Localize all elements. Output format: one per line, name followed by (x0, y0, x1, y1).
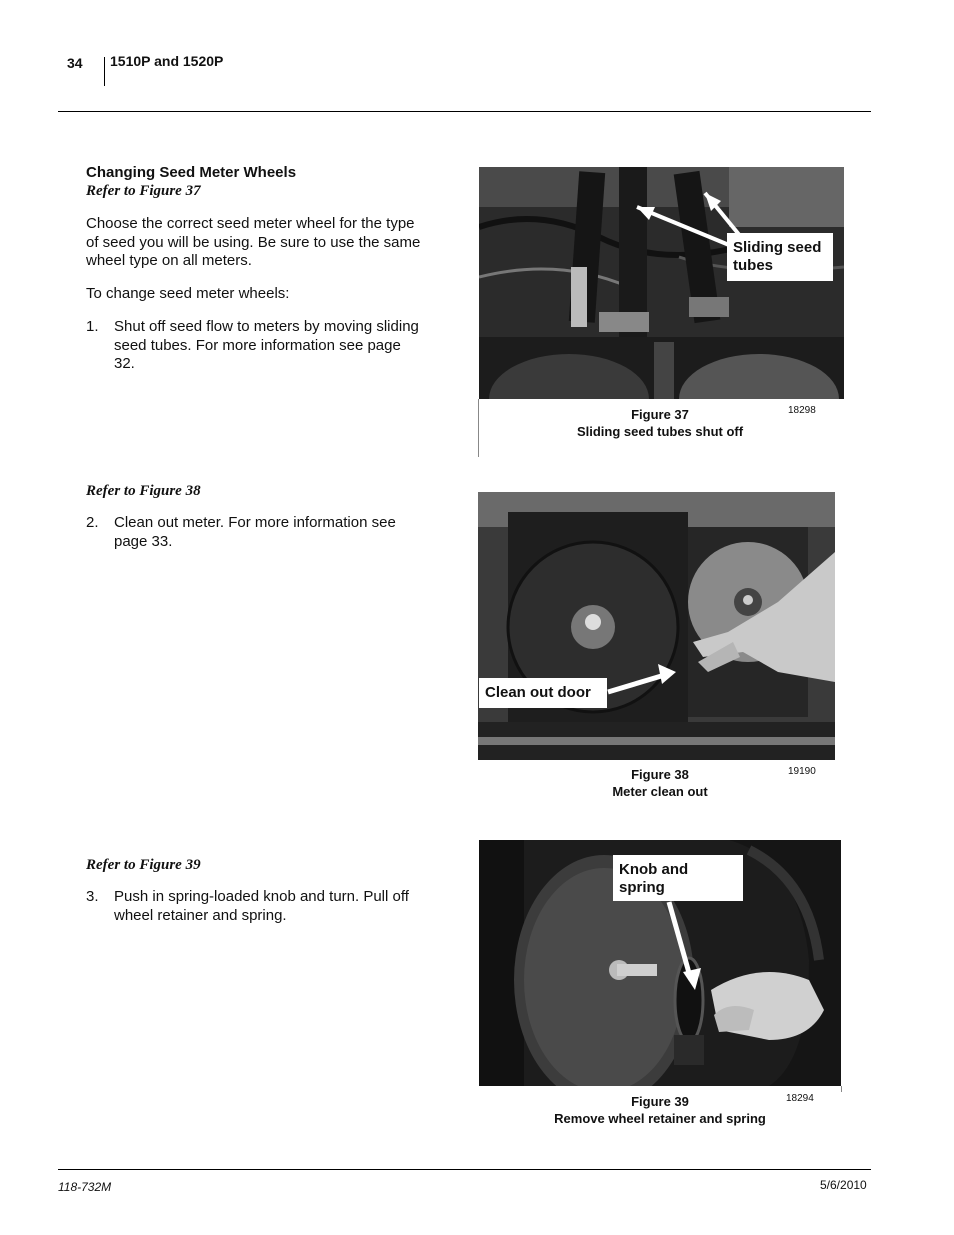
figure-39-border (841, 1086, 842, 1092)
figure-37-caption (530, 406, 790, 440)
callout-clean-out-door: Clean out door (479, 678, 607, 708)
step-number: 3. (86, 888, 99, 905)
refer-figure-38: Refer to Figure 38 (86, 483, 201, 499)
figure-39-title: Remove wheel retainer and spring (554, 1111, 766, 1126)
intro-paragraph: Choose the correct seed meter wheel for the type of seed you will be using. Be sure to use the same wheel type on all meters. (86, 215, 421, 269)
document-date: 5/6/2010 (820, 1178, 867, 1192)
footer-rule (58, 1169, 871, 1170)
figure-39-photo (479, 840, 841, 1086)
refer-figure-37: Refer to Figure 37 (86, 183, 201, 199)
figure-37-title: Sliding seed tubes shut off (576, 424, 744, 439)
figure-38-image-number: 19190 (788, 766, 816, 777)
step-number: 1. (86, 318, 99, 335)
document-id: 118-732M (58, 1180, 112, 1194)
header-divider (104, 57, 105, 86)
manual-model-title: 1510P and 1520P (110, 53, 224, 69)
step-text: Push in spring-loaded knob and turn. Pull off wheel retainer and spring. (114, 888, 409, 924)
section-title: Changing Seed Meter Wheels (86, 164, 297, 181)
figure-37-photo (479, 167, 844, 399)
step-number: 2. (86, 514, 99, 531)
figure-38-title: Meter clean out (612, 784, 708, 799)
figure-39-image-number: 18294 (786, 1093, 814, 1104)
callout-sliding-seed-tubes: Sliding seed tubes (727, 233, 833, 281)
figure-38-caption (560, 766, 760, 800)
figure-37-border (478, 399, 479, 457)
refer-figure-39: Refer to Figure 39 (86, 857, 201, 873)
page-number: 34 (67, 55, 83, 71)
header-rule (58, 111, 871, 112)
meter-clean-out-illustration (478, 492, 835, 760)
callout-knob-and-spring: Knob and spring (613, 855, 743, 901)
figure-38-photo (478, 492, 835, 760)
figure-39-label: Figure 39 (631, 1094, 689, 1109)
figure-37-image-number: 18298 (788, 405, 816, 416)
step-text: Clean out meter. For more information see page 33. (114, 514, 396, 550)
to-change-paragraph: To change seed meter wheels: (86, 285, 290, 302)
figure-39-caption (520, 1093, 800, 1127)
seed-tubes-illustration (479, 167, 844, 399)
step-text: Shut off seed flow to meters by moving sliding seed tubes. For more information see page 32. (114, 318, 419, 372)
figure-37-label: Figure 37 (631, 407, 689, 422)
figure-38-label: Figure 38 (631, 767, 689, 782)
